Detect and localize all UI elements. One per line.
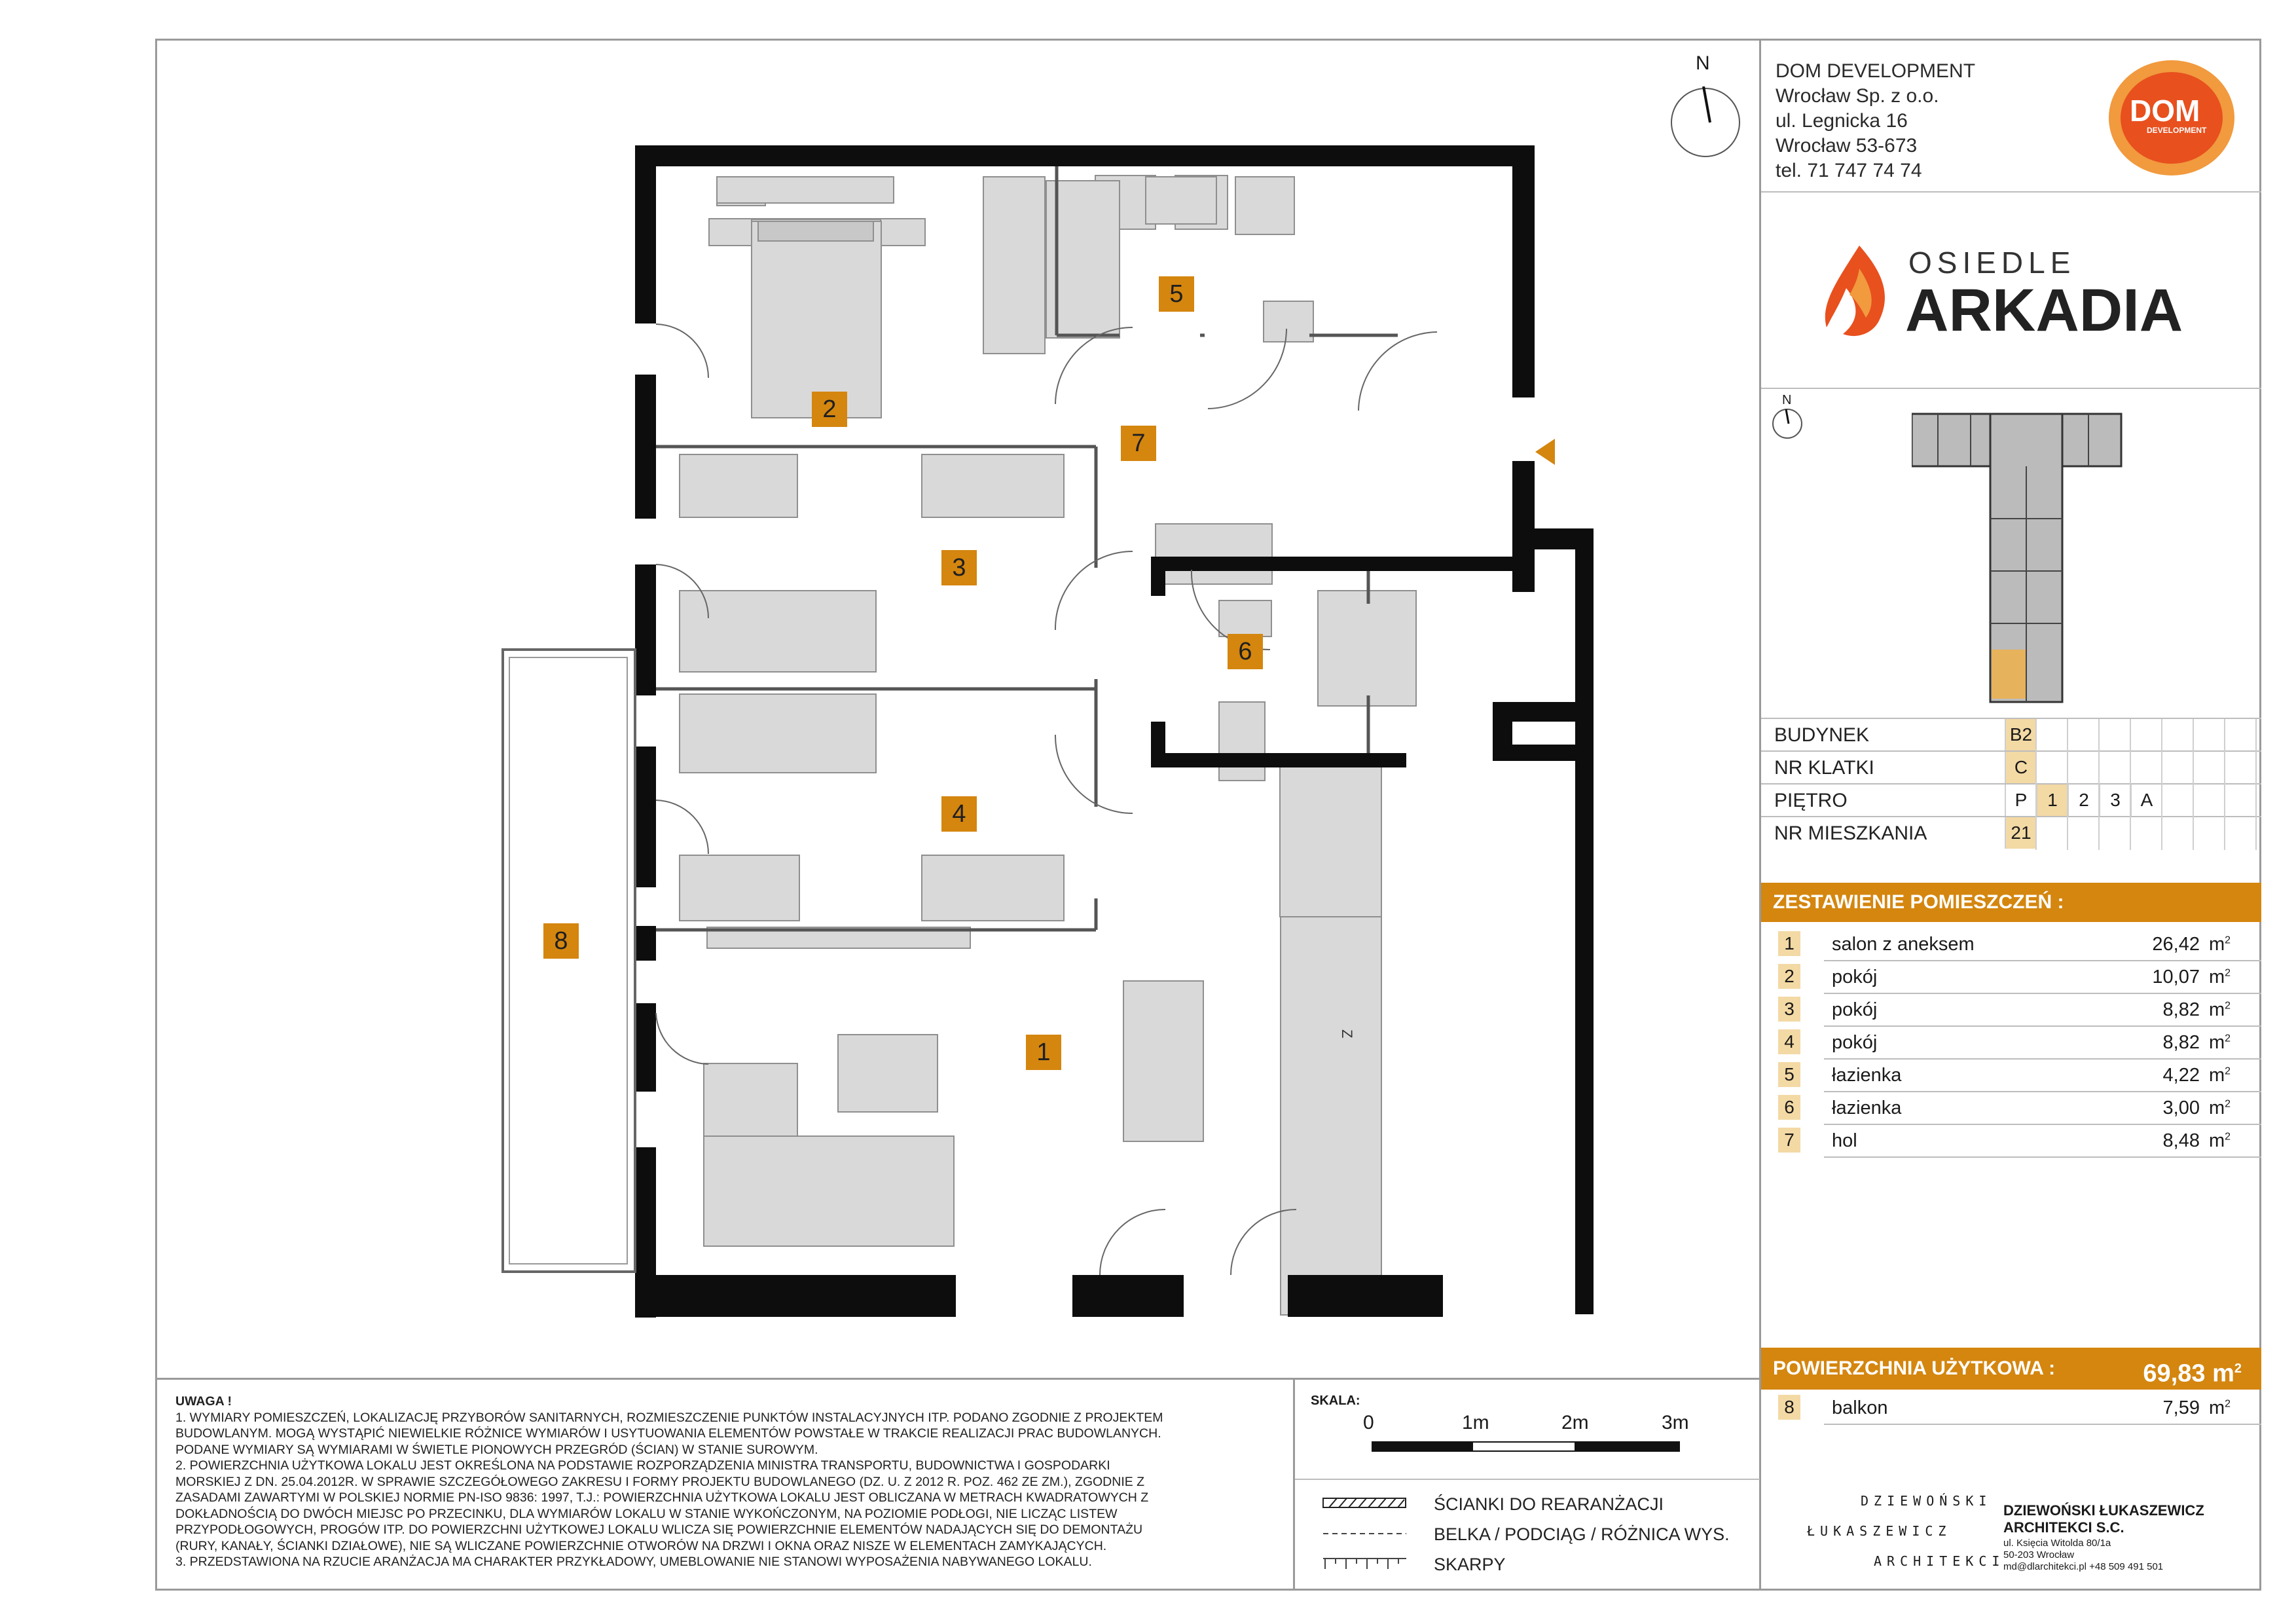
beds-and-tables xyxy=(680,175,1416,1315)
legend-text: ŚCIANKI DO REARANŻACJI xyxy=(1434,1494,1664,1514)
room-unit: $m^2$ xyxy=(2209,1032,2231,1053)
balcony xyxy=(503,650,635,1272)
scale-tick-0: 0 xyxy=(1363,1412,1374,1433)
room-name: hol xyxy=(1832,1130,1857,1151)
room-area: 4,22 xyxy=(2162,1065,2200,1086)
room-area: 8,82 xyxy=(2162,999,2200,1020)
room-name: pokój xyxy=(1832,1032,1878,1053)
room-number: 7 xyxy=(1778,1128,1800,1153)
room-unit: $m^2$ xyxy=(2209,999,2231,1020)
room-badge-2: 2 xyxy=(812,392,847,427)
rooms-title xyxy=(1761,883,2261,922)
architect-address: ul. Księcia Witolda 80/1a xyxy=(2003,1538,2111,1549)
architect-name: DZIEWOŃSKI ŁUKASZEWICZ xyxy=(2003,1502,2204,1519)
company-line2: Wrocław Sp. z o.o. xyxy=(1776,85,1939,107)
notes-line: 1. WYMIARY POMIESZCZEŃ, LOKALIZACJĘ PRZYBORÓW SANITARNYCH, ROZMIESZCZENIE PUNKTÓW INSTALACYJNYCH ITP. PODANO ZGODNIE Z PROJEKTEM xyxy=(175,1410,1163,1425)
usable-area-bar xyxy=(1761,1348,2261,1390)
notes-line: MORSKIEJ Z DN. 25.04.2012R. W SPRAWIE SZCZEGÓŁOWEGO ZAKRESU I FORMY PROJEKTU BUDOWLANEGO (DZ. U. Z 2012 R. POZ. 462 ZE ZM.), ZGODNIE Z xyxy=(175,1474,1145,1489)
room-area: 26,42 xyxy=(2152,934,2200,955)
room-badge-6: 6 xyxy=(1228,634,1263,669)
divider xyxy=(1293,1378,1295,1591)
notes-title: UWAGA ! xyxy=(175,1394,232,1409)
stair-value: C xyxy=(2005,752,2036,783)
legend xyxy=(1303,1486,1748,1585)
room-name: łazienka xyxy=(1832,1098,1902,1118)
notes-block xyxy=(175,1393,1275,1570)
building-value: B2 xyxy=(2005,719,2036,750)
room-row xyxy=(1761,1027,2261,1060)
room-unit: $m^2$ xyxy=(2209,934,2231,955)
compass-needle-icon xyxy=(1656,86,1755,165)
dashed-line-icon xyxy=(1322,1526,1408,1541)
stair-label: NR KLATKI xyxy=(1774,757,1874,779)
scale-tick-3: 3m xyxy=(1662,1412,1689,1433)
architect-contact: md@dlarchitekci.pl +48 509 491 501 xyxy=(2003,1561,2164,1572)
floor-plan xyxy=(157,41,1755,1376)
row-divider xyxy=(1824,1156,2261,1158)
notes-line: (RURY, KANAŁY, ŚCIANKI DZIAŁOWE), NIE SĄ WLICZANE POWIERZCHNIE OTWORÓW NA DRZWI I OKNA ORAZ NISZE W ELEMENTACH ZAMYKAJĄCYCH. xyxy=(175,1538,1107,1553)
compass xyxy=(1656,52,1755,165)
usable-area-value: 69,83 $m^2$ xyxy=(2143,1359,2242,1388)
notes-line: PRZYPODŁOGOWYCH, PROGÓW ITP. DO POWIERZCHNI UŻYTKOWEJ LOKALU WLICZA SIĘ POWIERZCHNIE ELEMENTÓW NADAJĄCYCH SIĘ DO DEMONTAŻU xyxy=(175,1522,1143,1537)
architect-block xyxy=(1807,1493,2252,1585)
company-phone: tel. 71 747 74 74 xyxy=(1776,160,1922,181)
dom-logo-subtext: DEVELOPMENT xyxy=(2147,126,2207,135)
flame-icon xyxy=(1820,242,1899,341)
room-unit: $m^2$ xyxy=(2209,1397,2231,1418)
estate-word2: ARKADIA xyxy=(1905,277,2183,344)
hatched-wall-icon xyxy=(1322,1496,1408,1511)
divider xyxy=(1761,191,2261,193)
balcony-row xyxy=(1761,1392,2261,1425)
building-footprint-icon xyxy=(1912,407,2128,715)
entrance-arrow-icon xyxy=(1535,439,1555,465)
scale-label: SKALA: xyxy=(1311,1393,1360,1408)
dom-logo-text: DOM xyxy=(2130,94,2200,128)
rooms-title-text: ZESTAWIENIE POMIESZCZEŃ : xyxy=(1773,891,2064,913)
compass-north-label: N xyxy=(1696,52,1710,74)
usable-area-label: POWIERZCHNIA UŻYTKOWA : xyxy=(1773,1357,2056,1379)
room-unit: $m^2$ xyxy=(2209,1098,2231,1118)
room-area: 8,48 xyxy=(2162,1130,2200,1151)
floor-label: PIĘTRO xyxy=(1774,790,1848,811)
room-name: pokój xyxy=(1832,967,1878,987)
slope-tick-icon xyxy=(1322,1555,1408,1574)
room-area: 8,82 xyxy=(2162,1032,2200,1053)
info-grid xyxy=(2005,719,2261,850)
room-number: 4 xyxy=(1778,1029,1800,1054)
room-badge-7: 7 xyxy=(1121,426,1156,461)
room-number: 1 xyxy=(1778,931,1800,956)
notes-line: BUDOWLANYM. MOGĄ WYSTĄPIĆ NIEWIELKIE RÓŻNICE WYMIARÓW I USYTUOWANIA ELEMENTÓW POWSTAŁE W TRAKCIE REALIZACJI PRAC BUDOWLANYCH. xyxy=(175,1426,1161,1441)
room-area: 3,00 xyxy=(2162,1098,2200,1118)
floor-option-2[interactable]: 2 xyxy=(2068,784,2099,816)
room-row xyxy=(1761,1125,2261,1158)
legend-text: SKARPY xyxy=(1434,1555,1506,1574)
room-area: 10,07 xyxy=(2152,967,2200,987)
room-row xyxy=(1761,961,2261,994)
room-area: 7,59 xyxy=(2162,1397,2200,1418)
arkadia-logo xyxy=(1820,242,2213,347)
company-street: ul. Legnicka 16 xyxy=(1776,110,1908,132)
notes-line: PODANE WYMIARY SĄ WYMIARAMI W ŚWIETLE PIONOWYCH PRZEGRÓD (ŚCIAN) W STANIE SUROWYM. xyxy=(175,1442,818,1457)
room-number: 6 xyxy=(1778,1095,1800,1120)
room-number: 3 xyxy=(1778,997,1800,1022)
divider xyxy=(1761,388,2261,389)
room-row xyxy=(1761,994,2261,1027)
room-number: 5 xyxy=(1778,1062,1800,1087)
scale-tick-1: 1m xyxy=(1462,1412,1489,1433)
scale-tick-2: 2m xyxy=(1561,1412,1589,1433)
room-name: pokój xyxy=(1832,999,1878,1020)
company-block xyxy=(1776,59,1975,183)
room-badge-4: 4 xyxy=(941,796,977,832)
company-city: Wrocław 53-673 xyxy=(1776,135,1918,157)
divider xyxy=(1295,1479,1760,1480)
scale-bar-icon xyxy=(1372,1441,1686,1454)
legend-text: BELKA / PODCIĄG / RÓŻNICA WYS. xyxy=(1434,1524,1730,1544)
room-unit: $m^2$ xyxy=(2209,1130,2231,1151)
notes-divider xyxy=(155,1378,1760,1380)
architect-name: ARCHITEKCI S.C. xyxy=(2003,1519,2124,1536)
architect-logo-line: ŁUKASZEWICZ xyxy=(1807,1523,1952,1539)
room-badge-3: 3 xyxy=(941,550,977,585)
room-row xyxy=(1761,1060,2261,1092)
room-row xyxy=(1761,1092,2261,1125)
room-name: łazienka xyxy=(1832,1065,1902,1086)
room-unit: $m^2$ xyxy=(2209,1065,2231,1086)
key-plan xyxy=(1768,393,2259,707)
key-plan-north-label: N xyxy=(1782,393,1792,407)
room-row xyxy=(1761,929,2261,961)
room-name: balkon xyxy=(1832,1397,1888,1418)
apartment-label: NR MIESZKANIA xyxy=(1774,822,1927,844)
architect-logo-line: ARCHITEKCI xyxy=(1874,1553,2005,1569)
key-compass-icon xyxy=(1771,407,1810,447)
company-name: DOM DEVELOPMENT xyxy=(1776,60,1976,82)
scale-block xyxy=(1303,1393,1748,1466)
fridge-label: Z xyxy=(1339,1029,1355,1039)
building-label: BUDYNEK xyxy=(1774,724,1870,746)
floor-option-a[interactable]: A xyxy=(2130,784,2162,816)
floor-option-p[interactable]: P xyxy=(2005,784,2036,816)
room-number: 2 xyxy=(1778,964,1800,989)
dom-development-logo xyxy=(2106,52,2237,183)
row-divider xyxy=(1824,1424,2261,1425)
architect-logo-line: DZIEWOŃSKI xyxy=(1861,1493,1992,1509)
notes-line: ZASADAMI ZAWARTYMI W POLSKIEJ NORMIE PN-ISO 9836: 1997, T.J.: POWIERZCHNIA UŻYTKOWA LOKALU JEST OBLICZANA W METRACH KWADRATOWYCH Z xyxy=(175,1490,1149,1505)
room-badge-1: 1 xyxy=(1026,1035,1061,1070)
room-name: salon z aneksem xyxy=(1832,934,1975,955)
room-number: 8 xyxy=(1778,1395,1800,1420)
estate-word1: OSIEDLE xyxy=(1908,246,2076,280)
room-unit: $m^2$ xyxy=(2209,967,2231,987)
floor-option-3[interactable]: 3 xyxy=(2099,784,2130,816)
apartment-value: 21 xyxy=(2005,817,2036,849)
architect-address: 50-203 Wrocław xyxy=(2003,1549,2075,1560)
room-badge-5: 5 xyxy=(1159,276,1194,312)
notes-line: 2. POWIERZCHNIA UŻYTKOWA LOKALU JEST OKREŚLONA NA PODSTAWIE ROZPORZĄDZENIA MINISTRA TRANSPORTU, BUDOWNICTWA I GOSPODARKI xyxy=(175,1458,1110,1473)
info-table xyxy=(1761,719,2261,850)
floor-option-1[interactable]: 1 xyxy=(2036,784,2068,816)
notes-line: 3. PRZEDSTAWIONA NA RZUCIE ARANŻACJA MA CHARAKTER PRZYKŁADOWY, UMEBLOWANIE NIE STANOWI WYPOSAŻENIA NABYWANEGO LOKALU. xyxy=(175,1555,1092,1569)
notes-line: DOKŁADNOŚCIĄ DO DWÓCH MIEJSC PO PRZECINKU, DLA WYMIARÓW LOKALU W STANIE WYKOŃCZONYM, NA POZIOMIE PODŁOGI, NIE LICZĄC LISTEW xyxy=(175,1506,1118,1521)
room-badge-8: 8 xyxy=(543,923,579,959)
